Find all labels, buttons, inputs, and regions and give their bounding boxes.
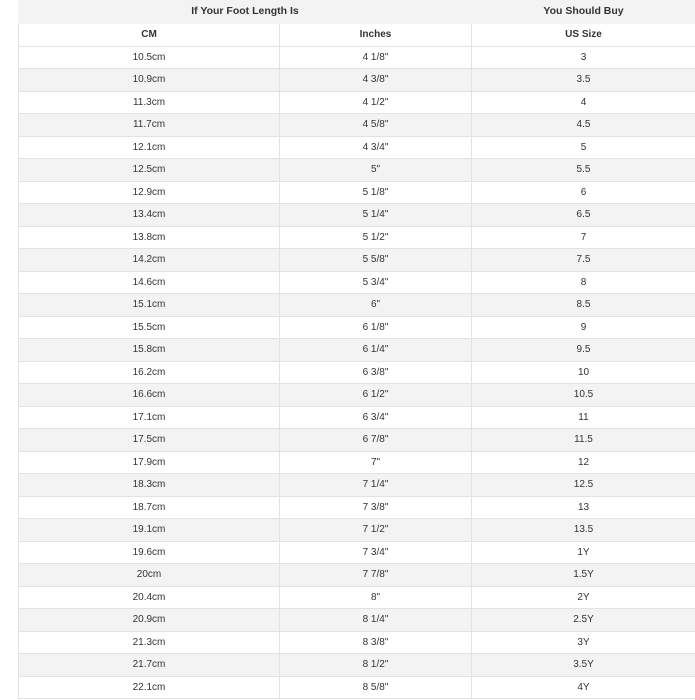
cell-us-size: 7 <box>472 226 695 249</box>
cell-cm: 15.1cm <box>19 294 280 317</box>
cell-us-size: 13.5 <box>472 519 695 542</box>
cell-inches: 8" <box>280 586 472 609</box>
cell-us-size: 6.5 <box>472 204 695 227</box>
cell-cm: 12.5cm <box>19 159 280 182</box>
cell-inches: 5 1/2" <box>280 226 472 249</box>
cell-inches: 5" <box>280 159 472 182</box>
cell-cm: 16.2cm <box>19 361 280 384</box>
cell-inches: 4 5/8" <box>280 114 472 137</box>
cell-cm: 12.9cm <box>19 181 280 204</box>
cell-cm: 21.7cm <box>19 654 280 677</box>
cell-cm: 10.9cm <box>19 69 280 92</box>
cell-cm: 14.2cm <box>19 249 280 272</box>
table-row <box>19 406 695 429</box>
table-row <box>19 519 695 542</box>
table-row <box>19 451 695 474</box>
cell-inches: 8 3/8" <box>280 631 472 654</box>
cell-inches: 4 3/4" <box>280 136 472 159</box>
cell-us-size: 4Y <box>472 676 695 699</box>
table-row <box>19 91 695 114</box>
cell-us-size: 5 <box>472 136 695 159</box>
cell-cm: 17.5cm <box>19 429 280 452</box>
table-row <box>19 361 695 384</box>
cell-cm: 13.4cm <box>19 204 280 227</box>
cell-inches: 5 5/8" <box>280 249 472 272</box>
cell-us-size: 2Y <box>472 586 695 609</box>
column-header-us-size: US Size <box>472 23 695 46</box>
cell-inches: 6 3/4" <box>280 406 472 429</box>
group-header-buy-size: You Should Buy <box>472 1 695 24</box>
table-row <box>19 609 695 632</box>
cell-cm: 18.7cm <box>19 496 280 519</box>
cell-us-size: 13 <box>472 496 695 519</box>
cell-cm: 17.1cm <box>19 406 280 429</box>
cell-inches: 4 3/8" <box>280 69 472 92</box>
cell-inches: 7 7/8" <box>280 564 472 587</box>
size-chart-container <box>18 0 695 699</box>
group-header-foot-length: If Your Foot Length Is <box>19 1 472 24</box>
cell-inches: 7 3/4" <box>280 541 472 564</box>
cell-cm: 20cm <box>19 564 280 587</box>
table-row <box>19 474 695 497</box>
cell-us-size: 3Y <box>472 631 695 654</box>
cell-cm: 15.5cm <box>19 316 280 339</box>
cell-inches: 4 1/8" <box>280 46 472 69</box>
table-row <box>19 541 695 564</box>
cell-cm: 11.7cm <box>19 114 280 137</box>
cell-cm: 21.3cm <box>19 631 280 654</box>
size-chart-body <box>19 46 695 699</box>
cell-us-size: 5.5 <box>472 159 695 182</box>
cell-cm: 14.6cm <box>19 271 280 294</box>
table-row <box>19 181 695 204</box>
cell-inches: 6 7/8" <box>280 429 472 452</box>
table-row <box>19 249 695 272</box>
cell-us-size: 6 <box>472 181 695 204</box>
cell-cm: 12.1cm <box>19 136 280 159</box>
cell-us-size: 9 <box>472 316 695 339</box>
cell-cm: 10.5cm <box>19 46 280 69</box>
table-row <box>19 316 695 339</box>
cell-inches: 6" <box>280 294 472 317</box>
table-row <box>19 204 695 227</box>
column-header-cm: CM <box>19 23 280 46</box>
table-row <box>19 384 695 407</box>
cell-cm: 20.4cm <box>19 586 280 609</box>
cell-us-size: 12.5 <box>472 474 695 497</box>
cell-cm: 15.8cm <box>19 339 280 362</box>
column-header-row <box>19 23 695 46</box>
cell-inches: 8 1/4" <box>280 609 472 632</box>
cell-us-size: 9.5 <box>472 339 695 362</box>
cell-inches: 8 5/8" <box>280 676 472 699</box>
cell-us-size: 4.5 <box>472 114 695 137</box>
cell-us-size: 3.5Y <box>472 654 695 677</box>
table-row <box>19 271 695 294</box>
table-row <box>19 114 695 137</box>
cell-us-size: 8.5 <box>472 294 695 317</box>
cell-cm: 18.3cm <box>19 474 280 497</box>
cell-us-size: 11.5 <box>472 429 695 452</box>
cell-inches: 6 1/4" <box>280 339 472 362</box>
table-row <box>19 496 695 519</box>
cell-cm: 17.9cm <box>19 451 280 474</box>
cell-inches: 7 1/4" <box>280 474 472 497</box>
cell-inches: 8 1/2" <box>280 654 472 677</box>
cell-us-size: 1Y <box>472 541 695 564</box>
table-row <box>19 294 695 317</box>
table-row <box>19 46 695 69</box>
cell-inches: 4 1/2" <box>280 91 472 114</box>
cell-us-size: 3.5 <box>472 69 695 92</box>
cell-inches: 7 3/8" <box>280 496 472 519</box>
cell-us-size: 7.5 <box>472 249 695 272</box>
cell-us-size: 12 <box>472 451 695 474</box>
cell-us-size: 10 <box>472 361 695 384</box>
cell-us-size: 8 <box>472 271 695 294</box>
cell-cm: 13.8cm <box>19 226 280 249</box>
table-row <box>19 136 695 159</box>
cell-inches: 5 1/4" <box>280 204 472 227</box>
column-header-inches: Inches <box>280 23 472 46</box>
cell-us-size: 1.5Y <box>472 564 695 587</box>
cell-inches: 5 1/8" <box>280 181 472 204</box>
cell-us-size: 10.5 <box>472 384 695 407</box>
group-header-row <box>19 1 695 24</box>
cell-inches: 5 3/4" <box>280 271 472 294</box>
table-row <box>19 429 695 452</box>
cell-inches: 6 1/2" <box>280 384 472 407</box>
table-row <box>19 586 695 609</box>
cell-us-size: 11 <box>472 406 695 429</box>
table-row <box>19 69 695 92</box>
size-chart-table <box>18 0 695 699</box>
cell-cm: 19.1cm <box>19 519 280 542</box>
cell-us-size: 4 <box>472 91 695 114</box>
cell-us-size: 2.5Y <box>472 609 695 632</box>
cell-inches: 7 1/2" <box>280 519 472 542</box>
cell-cm: 20.9cm <box>19 609 280 632</box>
cell-cm: 22.1cm <box>19 676 280 699</box>
cell-cm: 16.6cm <box>19 384 280 407</box>
table-row <box>19 159 695 182</box>
cell-us-size: 3 <box>472 46 695 69</box>
cell-cm: 11.3cm <box>19 91 280 114</box>
table-row <box>19 564 695 587</box>
table-row <box>19 226 695 249</box>
cell-inches: 6 3/8" <box>280 361 472 384</box>
cell-inches: 6 1/8" <box>280 316 472 339</box>
cell-cm: 19.6cm <box>19 541 280 564</box>
table-row <box>19 339 695 362</box>
table-row <box>19 676 695 699</box>
cell-inches: 7" <box>280 451 472 474</box>
table-row <box>19 631 695 654</box>
table-row <box>19 654 695 677</box>
